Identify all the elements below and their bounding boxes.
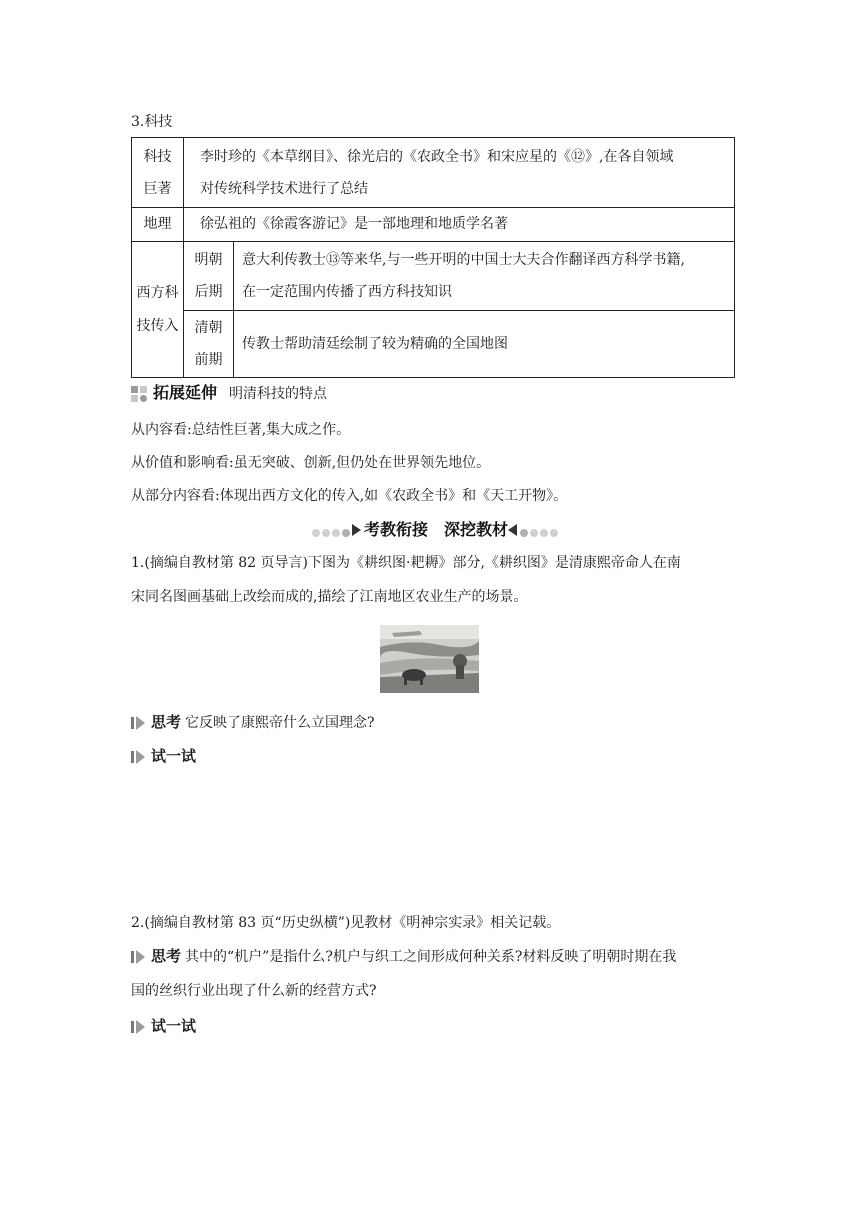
row-label-works-1: 科技 [143, 149, 172, 165]
grid-icon [131, 386, 149, 402]
extension-subtitle: 明清科技的特点 [229, 386, 327, 402]
period-ming-1: 明朝 [194, 252, 223, 268]
dots-left-icon [312, 525, 352, 535]
extension-point-3: 从部分内容看:体现出西方文化的传入,如《农政全书》和《天工开物》。 [131, 488, 568, 504]
extension-heading: 拓展延伸 [153, 383, 218, 402]
q1-line-2: 宋同名图画基础上改绘而成的,描绘了江南地区农业生产的场景。 [131, 589, 528, 605]
row-label-western-1: 西方科 [136, 285, 179, 301]
row-content-works-2: 对传统科学技术进行了总结 [200, 181, 368, 197]
row-label-works-2: 巨著 [143, 181, 172, 197]
play-marker-icon [131, 1020, 147, 1034]
farming-painting-image [380, 625, 479, 693]
arrow-right-icon [352, 524, 361, 536]
q1-think-label: 思考 [151, 713, 182, 731]
banner-title: 考教衔接 深挖教材 [364, 520, 509, 539]
play-marker-icon [131, 750, 147, 764]
content-ming-1: 意大利传教士⑬等来华,与一些开明的中国士大夫合作翻译西方科学书籍, [242, 252, 685, 268]
content-ming-2: 在一定范围内传播了西方科技知识 [242, 284, 452, 300]
row-content-works-1: 李时珍的《本草纲目》、徐光启的《农政全书》和宋应星的《⑫》,在各自领域 [200, 149, 674, 165]
play-marker-icon [131, 950, 147, 964]
extension-point-2: 从价值和影响看:虽无突破、创新,但仍处在世界领先地位。 [131, 455, 491, 471]
row-label-western-2: 技传入 [136, 318, 179, 334]
dots-right-icon [520, 525, 560, 535]
row-content-geography: 徐弘祖的《徐霞客游记》是一部地理和地质学名著 [200, 216, 508, 232]
section-banner [0, 519, 860, 541]
q2-think-line-1: 其中的“机户”是指什么?机户与织工之间形成何种关系?材料反映了明朝时期在我 [185, 949, 677, 965]
q2-try-label: 试一试 [151, 1017, 197, 1035]
q1-think-text: 它反映了康熙帝什么立国理念? [185, 715, 375, 731]
play-marker-icon [131, 716, 147, 730]
arrow-left-icon [508, 524, 517, 536]
content-qing: 传教士帮助清廷绘制了较为精确的全国地图 [242, 336, 508, 352]
period-qing-1: 清朝 [194, 320, 223, 336]
tech-table [131, 137, 735, 378]
period-qing-2: 前期 [194, 352, 223, 368]
q2-think-label: 思考 [151, 947, 182, 965]
extension-point-1: 从内容看:总结性巨著,集大成之作。 [131, 422, 351, 438]
q1-try-label: 试一试 [151, 747, 197, 765]
q2-think-line-2: 国的丝织行业出现了什么新的经营方式? [131, 983, 377, 999]
period-ming-2: 后期 [194, 284, 223, 300]
row-label-geography: 地理 [143, 216, 172, 232]
q1-line-1: 1.(摘编自教材第 82 页导言)下图为《耕织图·耙耨》部分,《耕织图》是清康熙帝命人在南 [131, 555, 681, 571]
q2-line: 2.(摘编自教材第 83 页“历史纵横”)见教材《明神宗实录》相关记载。 [131, 915, 561, 931]
section-title: 3.科技 [131, 114, 173, 130]
